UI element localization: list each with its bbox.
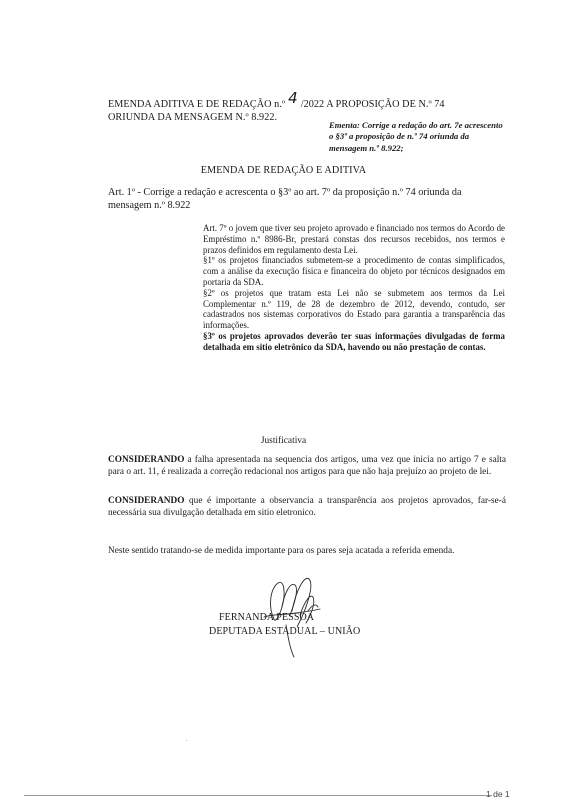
- header-suffix: /2022 A PROPOSIÇÃO DE N.º 74: [300, 99, 445, 110]
- quoted-par3: [203, 331, 505, 353]
- justificativa-paragraph-3: Neste sentido tratando-se de medida importante para os pares seja acatada a referida emenda.: [108, 546, 455, 556]
- quoted-art7: Art. 7º o jovem que tiver seu projeto aprovado e financiado nos termos do Acordo de Empréstimo n.º 8986-Br, prestará constas dos recursos recebidos, nos termos e prazos definidos em regulamento desta Lei.: [203, 223, 505, 255]
- quoted-par3-bold: §3º os projetos aprovados deverão ter suas informações divulgadas de forma detalhada em sitio eletrônico da SDA, havendo ou não prestação de contas.: [203, 330, 505, 352]
- justificativa-title: Justificativa: [260, 436, 307, 446]
- header-line-2: ORIUNDA DA MENSAGEM N.º 8.922.: [108, 111, 278, 123]
- signer-name: FERNANDA PESSOA: [219, 612, 315, 623]
- header-prefix: EMENDA ADITIVA E DE REDAÇÃO n.º: [108, 99, 286, 110]
- considerando-label-2: CONSIDERANDO: [108, 496, 185, 506]
- section-title: EMENDA DE REDAÇÃO E ADITIVA: [200, 165, 367, 176]
- signer-role: DEPUTADA ESTADUAL – UNIÃO: [209, 626, 361, 637]
- justificativa-paragraph-2: [108, 495, 506, 520]
- justificativa-text-2: que é importante a observancia a transparência aos projetos aprovados, far-se-á necessária sua divulgação detalhada em sitio eletronico.: [108, 496, 506, 519]
- justificativa-paragraph-1: [108, 454, 506, 479]
- quoted-par1: §1º os projetos financiados submetem-se a procedimento de contas simplificados, com a análise da execução física e financeira do objeto por técnicos designados em portaria da SDA.: [203, 255, 505, 287]
- considerando-label-1: CONSIDERANDO: [108, 455, 185, 465]
- header-line-1: [108, 89, 498, 112]
- page-indicator: 1 de 1: [486, 789, 510, 799]
- scan-speck: [186, 740, 187, 741]
- article-1: Art. 1º - Corrige a redação e acrescenta o §3º ao art. 7º da proposição n.º 74 oriunda da mensagem n.º 8.922: [108, 187, 462, 211]
- quoted-par2: §2º os projetos que tratam esta Lei não se submetem aos termos da Lei Complementar n.º 119, de 28 de dezembro de 2012, devendo, contudo, ser cadastrados nos sistemas corporativos do Estado para garantia a transparência das informações.: [203, 287, 505, 331]
- footer-rule: [24, 795, 492, 796]
- quoted-articles: [203, 223, 505, 353]
- justificativa-text-1: a falha apresentada na sequencia dos artigos, uma vez que inicia no artigo 7 e salta para o art. 11, é realizada a correção redacional nos artigos para que não haja prejuízo ao projeto de lei.: [108, 455, 506, 478]
- ementa-text: Ementa: Corrige a redação do art. 7e acrescento o §3º a proposição de n.º 74 oriunda da mensagem n.º 8.922;: [329, 120, 503, 153]
- handwritten-number: 4: [288, 89, 298, 107]
